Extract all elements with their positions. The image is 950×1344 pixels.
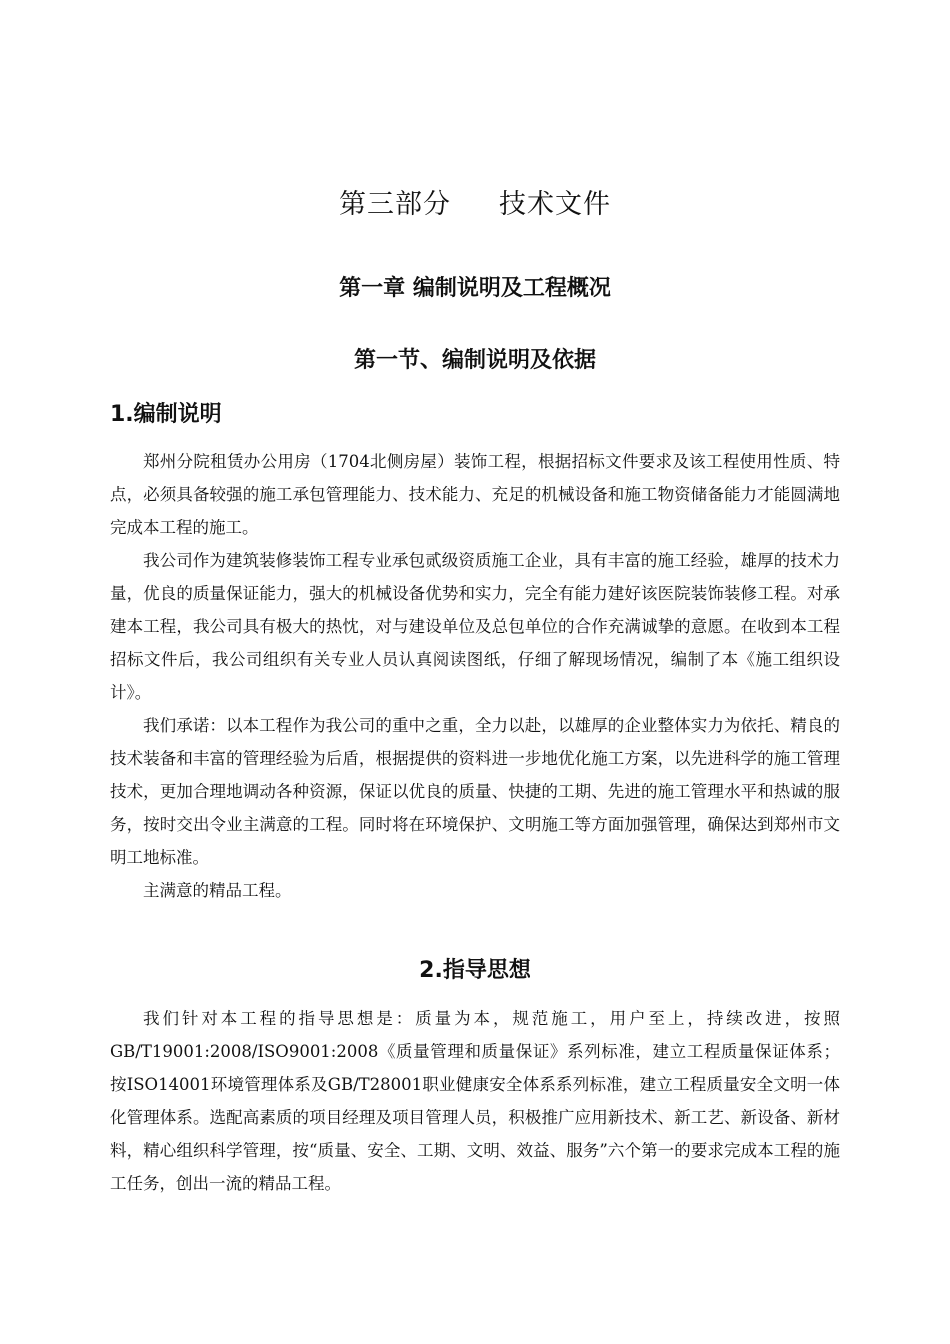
paragraph: 郑州分院租赁办公用房（1704北侧房屋）装饰工程，根据招标文件要求及该工程使用性质、特点，必须具备较强的施工承包管理能力、技术能力、充足的机械设备和施工物资储备能力才能圆满地完成本工程的施工。 <box>110 452 840 537</box>
section-title: 第一节、编制说明及依据 <box>353 348 596 373</box>
compilation-notes-body <box>110 445 840 907</box>
part-title-number: 第三部分 <box>339 189 451 220</box>
paragraph: 我公司作为建筑装修装饰工程专业承包贰级资质施工企业，具有丰富的施工经验，雄厚的技术力量，优良的质量保证能力，强大的机械设备优势和实力，完全有能力建好该医院装饰装修工程。对承建本工程，我公司具有极大的热忱，对与建设单位及总包单位的合作充满诚挚的意愿。在收到本工程招标文件后，我公司组织有关专业人员认真阅读图纸，仔细了解现场情况，编制了本《施工组织设计》。 <box>110 551 840 702</box>
part-title <box>0 182 950 221</box>
heading-compilation-notes: 1.编制说明 <box>110 402 222 427</box>
guiding-ideology-body <box>110 1002 840 1200</box>
paragraph: 我们针对本工程的指导思想是：质量为本，规范施工，用户至上，持续改进，按照GB/T19001:2008/ISO9001:2008《质量管理和质量保证》系列标准，建立工程质量保证体系；按ISO14001环境管理体系及GB/T28001职业健康安全体系系列标准，建立工程质量安全文明一体化管理体系。选配高素质的项目经理及项目管理人员，积极推广应用新技术、新工艺、新设备、新材料，精心组织科学管理，按“质量、安全、工期、文明、效益、服务”六个第一的要求完成本工程的施工任务，创出一流的精品工程。 <box>110 1009 840 1193</box>
part-title-name: 技术文件 <box>499 189 611 220</box>
paragraph: 主满意的精品工程。 <box>143 881 292 900</box>
paragraph: 我们承诺：以本工程作为我公司的重中之重，全力以赴，以雄厚的企业整体实力为依托、精良的技术装备和丰富的管理经验为后盾，根据提供的资料进一步地优化施工方案，以先进科学的施工管理技术，更加合理地调动各种资源，保证以优良的质量、快捷的工期、先进的施工管理水平和热诚的服务，按时交出令业主满意的工程。同时将在环境保护、文明施工等方面加强管理，确保达到郑州市文明工地标准。 <box>110 716 840 867</box>
heading-guiding-ideology: 2.指导思想 <box>419 958 531 983</box>
chapter-title: 第一章 编制说明及工程概况 <box>339 276 611 301</box>
